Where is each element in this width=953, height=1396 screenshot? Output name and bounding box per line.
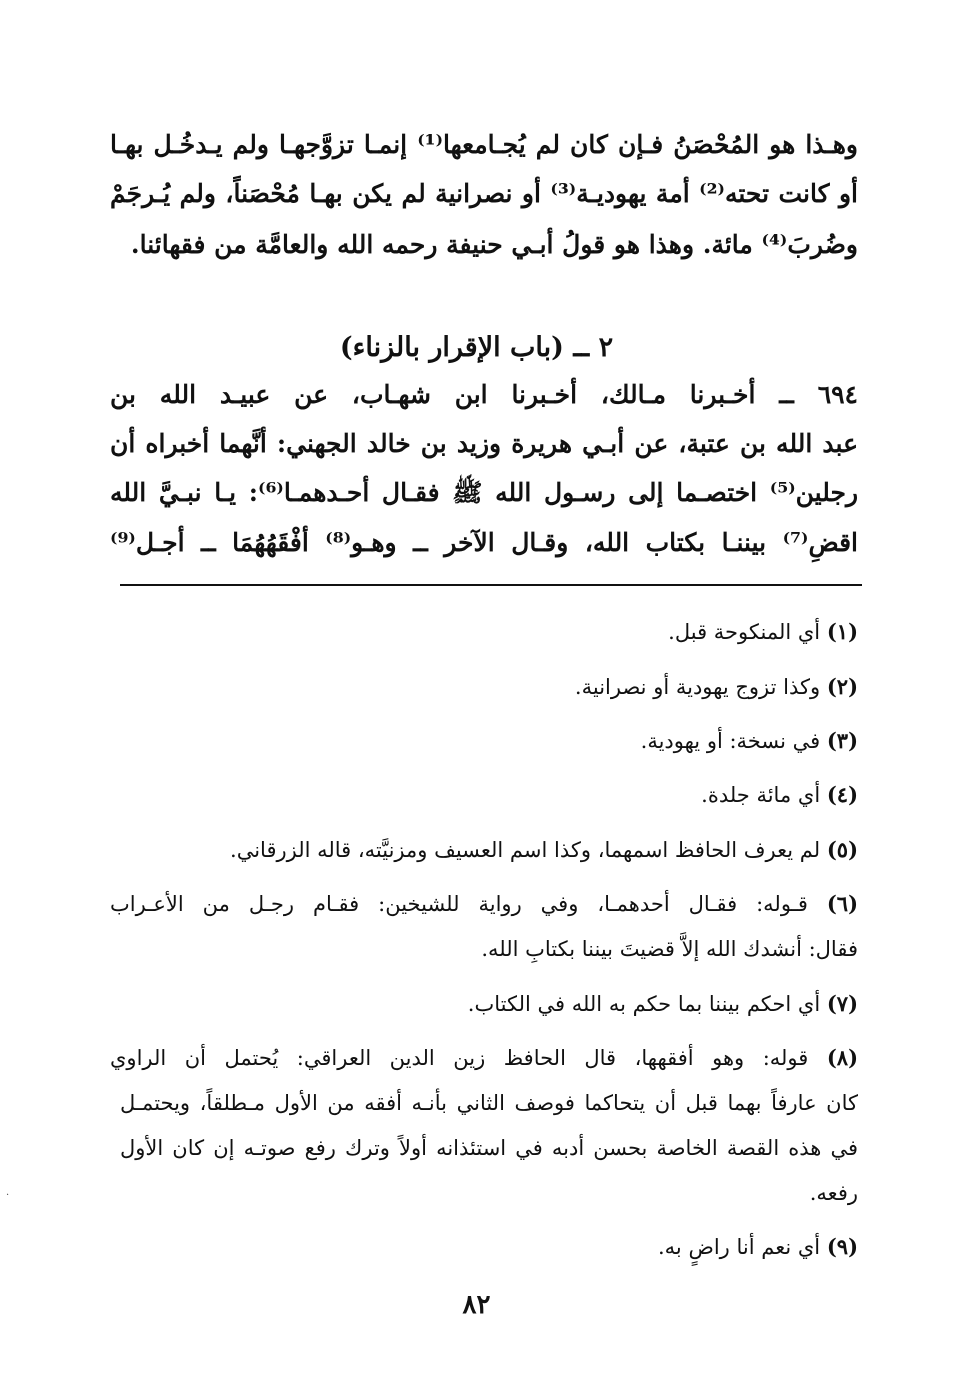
hadith-line-4: اقضِ⁽⁷⁾ بيننـا بكتاب الله، وقـال الآخر ــ وهـو⁽⁸⁾ أفْقَهُهُمَا ــ أجـل⁽⁹⁾ — [110, 528, 858, 557]
hadith-line-1: ٦٩٤ ــ أخـبرنا مـالك، أخـبرنا ابن شهـاب، عن عبيـد الله بن — [110, 380, 858, 409]
section-heading: ٢ ــ (باب الإقرار بالزناء) — [339, 332, 614, 363]
footnote-6-continuation: فقال: أنشدك الله إلاَّ قضيتَ بيننا بكتابِ الله. — [481, 937, 858, 961]
footnote-separator — [120, 584, 862, 586]
footnote-number: (٣) — [826, 728, 858, 753]
footnote-text: في نسخة: أو يهودية. — [640, 729, 821, 753]
footnote-4 — [110, 778, 858, 812]
footnote-9 — [110, 1230, 858, 1264]
intro-line-3: وضُربَ⁽⁴⁾ مائة. وهذا هو قولُ أبـي حنيفة رحمه الله والعامَّة من فقهائنا. — [130, 230, 858, 259]
intro-line-2: أو كانت تحته⁽²⁾ أمة يهوديـة⁽³⁾ أو نصرانية لم يكن بهـا مُحْصَناً، ولم يُـرجَمْ — [110, 179, 858, 208]
intro-line-1: وهـذا هو المُحْصَنُ فـإن كان لم يُجـامعها⁽¹⁾ إنمـا تزوَّجهـا ولم يـدخُـل بهـا — [110, 130, 859, 159]
footnote-2 — [110, 670, 858, 704]
footnote-3 — [110, 724, 858, 758]
footnote-text: قـوله: فقـال أحدهمـا، وفي رواية للشيخين: فقـام رجـل من الأعـراب — [110, 892, 808, 916]
footnote-6 — [110, 887, 858, 921]
footnote-text: قوله: وهو أفقهها، قال الحافظ زين الدين العراقي: يُحتمل أن الراوي — [110, 1046, 809, 1070]
footnote-7 — [110, 987, 858, 1021]
footnote-number: (٨) — [826, 1045, 858, 1070]
footnote-text: أي مائة جلدة. — [701, 783, 821, 807]
footnote-number: (١) — [826, 619, 858, 644]
footnote-number: (٤) — [826, 782, 858, 807]
footnote-5 — [110, 833, 858, 867]
hadith-line-3: رجلين⁽⁵⁾ اختصـما إلى رسـول الله ﷺ فقـال أحـدهمـا⁽⁶⁾: يـا نبـيَّ الله — [110, 478, 859, 507]
page-number: ٨٢ — [462, 1290, 491, 1320]
footnote-number: (٥) — [826, 837, 858, 862]
footnote-number: (٦) — [826, 891, 858, 916]
footnote-text: أي المنكوحة قبل. — [668, 620, 821, 644]
footnote-8 — [110, 1041, 858, 1075]
footnote-number: (٢) — [826, 674, 858, 699]
footnote-8-continuation-2: في هذه القصة الخاصة بحسن أدبه في استئذانه أولاً وترك رفع صوتـه إن كان الأول — [120, 1136, 858, 1160]
footnote-number: (٩) — [826, 1234, 858, 1259]
scan-speck: · — [6, 1190, 10, 1201]
footnote-8-continuation-3: رفعه. — [809, 1181, 858, 1205]
footnote-1 — [110, 615, 858, 649]
footnote-number: (٧) — [826, 991, 858, 1016]
footnote-text: أي نعم أنا راضٍ به. — [658, 1235, 821, 1259]
footnote-text: لم يعرف الحافظ اسمهما، وكذا اسم العسيف ومزنيَّته، قاله الزرقاني. — [230, 838, 821, 862]
hadith-line-2: عبد الله بن عتبة، عن أبـي هريرة وزيد بن خالد الجهني: أنَّهما أخبراه أن — [110, 429, 858, 458]
footnote-text: وكذا تزوج يهودية أو نصرانية. — [574, 675, 821, 699]
footnote-8-continuation-1: كان عارفاً بهما قبل أن يتحاكما فوصف الثاني بأنـه أفقه من الأول مـطلقاً، ويحتمـل — [120, 1091, 858, 1115]
footnote-text: أي احكم بيننا بما حكم به الله في الكتاب. — [467, 992, 821, 1016]
